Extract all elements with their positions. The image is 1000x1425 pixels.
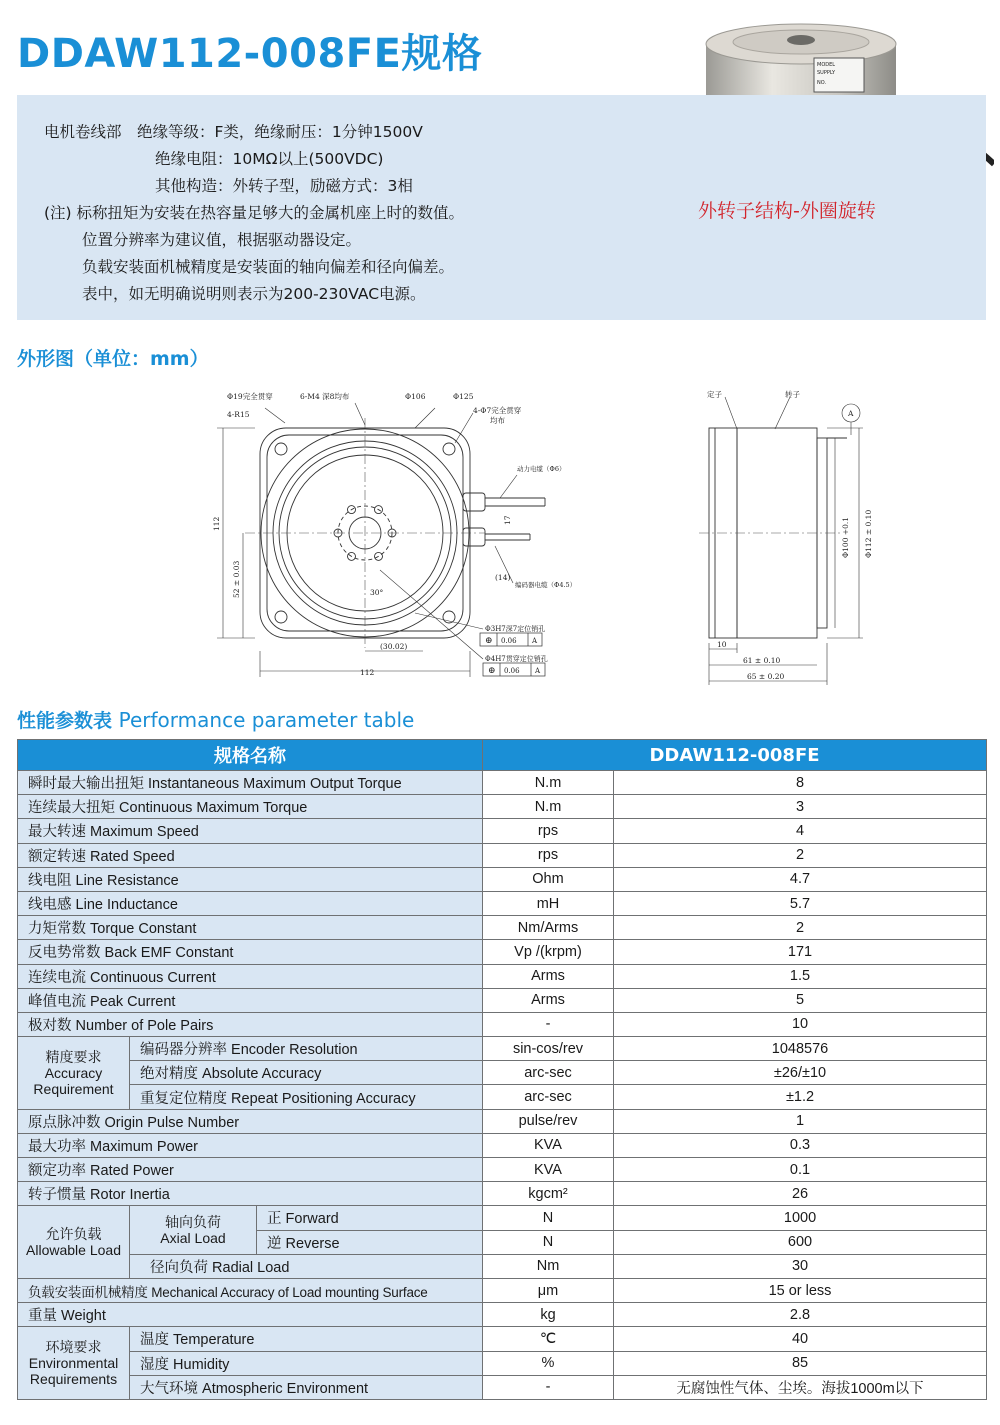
param-unit: μm [483, 1278, 614, 1302]
param-value: ±26/±10 [614, 1061, 987, 1085]
label-d106: Φ106 [405, 392, 426, 401]
param-name: 正 Forward [257, 1206, 483, 1230]
label-stator: 定子 [707, 390, 722, 399]
param-unit: pulse/rev [483, 1109, 614, 1133]
table-row [18, 1158, 987, 1182]
table-row [18, 1085, 987, 1109]
note-insulation-class: 电机卷线部 绝缘等级：F类，绝缘耐压：1分钟1500V [44, 123, 423, 141]
param-value: 5.7 [614, 891, 987, 915]
table-row [18, 1206, 987, 1230]
axial-load-label [130, 1206, 257, 1254]
param-name: 额定转速 Rated Speed [18, 843, 483, 867]
param-unit: Arms [483, 964, 614, 988]
performance-table [17, 739, 987, 1400]
param-unit: arc-sec [483, 1061, 614, 1085]
side-view-drawing [695, 383, 895, 688]
param-unit: ℃ [483, 1327, 614, 1351]
param-unit: KVA [483, 1158, 614, 1182]
table-row [18, 1037, 987, 1061]
label-mount-holes-uniform: 均布 [490, 416, 505, 425]
param-name: 线电阻 Line Resistance [18, 867, 483, 891]
table-row [18, 1012, 987, 1036]
table-header-row [18, 740, 987, 771]
accuracy-group-en1: Accuracy [44, 1064, 103, 1081]
param-value: 2.8 [614, 1303, 987, 1327]
table-row [18, 867, 987, 891]
accuracy-group-label [18, 1037, 130, 1110]
param-value: 5 [614, 988, 987, 1012]
param-name: 线电感 Line Inductance [18, 891, 483, 915]
table-row [18, 795, 987, 819]
param-unit: - [483, 1375, 614, 1399]
col-model: DDAW112-008FE [483, 740, 987, 771]
label-r15: 4-R15 [227, 410, 250, 419]
param-name: 转子惯量 Rotor Inertia [18, 1182, 483, 1206]
param-unit: N [483, 1206, 614, 1230]
label-d112: Φ112 ± 0.10 [864, 509, 873, 558]
label-datum-a: A [848, 409, 854, 418]
param-unit: Vp /(krpm) [483, 940, 614, 964]
env-group-cn: 环境要求 [45, 1339, 102, 1356]
param-name: 原点脉冲数 Origin Pulse Number [18, 1109, 483, 1133]
label-pin-hole-2: Φ4H7贯穿定位销孔 [485, 655, 548, 663]
param-unit: KVA [483, 1133, 614, 1157]
perf-heading-en: Performance parameter table [118, 708, 415, 732]
label-height-112: 112 [212, 516, 221, 531]
param-unit: kgcm² [483, 1182, 614, 1206]
param-value: 30 [614, 1254, 987, 1278]
label-datum-1: A [532, 637, 538, 645]
table-row [18, 940, 987, 964]
label-width-112: 112 [360, 668, 375, 677]
param-unit: sin-cos/rev [483, 1037, 614, 1061]
label-d125: Φ125 [453, 392, 474, 401]
param-unit: Nm/Arms [483, 916, 614, 940]
param-unit: mH [483, 891, 614, 915]
param-name: 连续最大扭矩 Continuous Maximum Torque [18, 795, 483, 819]
param-unit: N.m [483, 771, 614, 795]
table-row [18, 1133, 987, 1157]
note-construction: 其他构造：外转子型，励磁方式：3相 [155, 177, 413, 195]
label-encoder-cable: 编码器电缆（Φ4.5） [515, 581, 577, 589]
table-row [18, 843, 987, 867]
table-row [18, 964, 987, 988]
param-value: 无腐蚀性气体、尘埃。海拔1000m以下 [614, 1375, 987, 1399]
param-name: 瞬时最大输出扭矩 Instantaneous Maximum Output Torque [18, 771, 483, 795]
param-name: 峰值电流 Peak Current [18, 988, 483, 1012]
param-name: 逆 Reverse [257, 1230, 483, 1254]
table-row [18, 1254, 987, 1278]
axial-load-cn: 轴向负荷 [165, 1214, 221, 1231]
param-value: 2 [614, 843, 987, 867]
note-rated-torque: (注) 标称扭矩为安装在热容量足够大的金属机座上时的数值。 [44, 204, 465, 222]
table-row [18, 1351, 987, 1375]
param-name: 湿度 Humidity [130, 1351, 483, 1375]
param-name: 最大转速 Maximum Speed [18, 819, 483, 843]
table-row [18, 1109, 987, 1133]
label-length-65: 65 ± 0.20 [747, 672, 785, 681]
label-cable-offset-14: (14) [495, 573, 511, 582]
param-unit: - [483, 1012, 614, 1036]
env-group-en1: Environmental [28, 1355, 119, 1372]
photo-label-model: MODEL [817, 62, 836, 68]
param-value: 0.3 [614, 1133, 987, 1157]
param-value: 0.1 [614, 1158, 987, 1182]
perf-heading [17, 706, 414, 733]
photo-label-no: NO. [817, 80, 827, 86]
table-row [18, 916, 987, 940]
param-unit: Nm [483, 1254, 614, 1278]
label-tolerance-1: 0.06 [501, 637, 517, 645]
param-value: 1 [614, 1109, 987, 1133]
svg-text:⊕: ⊕ [488, 666, 496, 676]
param-name: 重复定位精度 Repeat Positioning Accuracy [130, 1085, 483, 1109]
table-row [18, 819, 987, 843]
param-name: 最大功率 Maximum Power [18, 1133, 483, 1157]
label-d100: Φ100 +0.1 [841, 516, 850, 558]
table-row [18, 1278, 987, 1302]
param-unit: N.m [483, 795, 614, 819]
param-value: 85 [614, 1351, 987, 1375]
note-power-supply: 表中，如无明确说明则表示为200-230VAC电源。 [82, 285, 426, 303]
table-row [18, 988, 987, 1012]
param-unit: rps [483, 843, 614, 867]
param-value: 4.7 [614, 867, 987, 891]
feature-caption: 外转子结构-外圈旋转 [698, 200, 876, 222]
env-group-label [18, 1327, 130, 1400]
outline-heading: 外形图（单位：mm） [17, 348, 209, 370]
label-offset-30: (30.02) [380, 642, 408, 651]
param-name: 大气环境 Atmospheric Environment [130, 1375, 483, 1399]
label-through-hole: Φ19完全贯穿 [227, 392, 273, 401]
param-value: 26 [614, 1182, 987, 1206]
param-value: 8 [614, 771, 987, 795]
table-row [18, 1061, 987, 1085]
param-unit: rps [483, 819, 614, 843]
param-name: 绝对精度 Absolute Accuracy [130, 1061, 483, 1085]
param-name: 反电势常数 Back EMF Constant [18, 940, 483, 964]
label-angle-30: 30° [370, 588, 384, 597]
param-value: ±1.2 [614, 1085, 987, 1109]
param-unit: Ohm [483, 867, 614, 891]
param-name: 编码器分辨率 Encoder Resolution [130, 1037, 483, 1061]
param-value: 1000 [614, 1206, 987, 1230]
param-unit: N [483, 1230, 614, 1254]
svg-text:⊕: ⊕ [485, 636, 493, 646]
param-name: 温度 Temperature [130, 1327, 483, 1351]
photo-label-supply: SUPPLY [817, 70, 836, 76]
load-group-label [18, 1206, 130, 1279]
table-row [18, 891, 987, 915]
label-tapped-holes: 6-M4 深8均布 [300, 392, 350, 401]
param-unit: Arms [483, 988, 614, 1012]
param-unit: arc-sec [483, 1085, 614, 1109]
label-cable-pitch-17: 17 [503, 515, 512, 525]
label-length-10: 10 [717, 640, 727, 649]
table-row [18, 1182, 987, 1206]
env-group-en2: Requirements [29, 1371, 118, 1388]
table-row [18, 1303, 987, 1327]
param-name: 负载安装面机械精度 Mechanical Accuracy of Load mounting Surface [18, 1278, 483, 1302]
axial-load-en: Axial Load [160, 1230, 226, 1247]
load-group-cn: 允许负载 [45, 1226, 102, 1243]
table-row [18, 771, 987, 795]
label-tolerance-2: 0.06 [504, 667, 520, 675]
param-value: 1048576 [614, 1037, 987, 1061]
accuracy-group-en2: Requirement [33, 1080, 114, 1097]
param-name: 额定功率 Rated Power [18, 1158, 483, 1182]
label-rotor: 转子 [785, 390, 800, 399]
table-row [18, 1375, 987, 1399]
param-value: 3 [614, 795, 987, 819]
param-unit: % [483, 1351, 614, 1375]
perf-heading-cn: 性能参数表 [17, 710, 113, 732]
param-name: 连续电流 Continuous Current [18, 964, 483, 988]
label-offset-52: 52 ± 0.03 [232, 560, 241, 598]
param-value: 10 [614, 1012, 987, 1036]
param-value: 4 [614, 819, 987, 843]
table-row [18, 1327, 987, 1351]
param-value: 600 [614, 1230, 987, 1254]
label-datum-2: A [535, 667, 541, 675]
note-insulation-resistance: 绝缘电阻：10MΩ以上(500VDC) [155, 150, 384, 168]
param-name: 力矩常数 Torque Constant [18, 916, 483, 940]
label-power-cable: 动力电缆（Φ6） [517, 465, 566, 473]
param-value: 15 or less [614, 1278, 987, 1302]
load-group-en: Allowable Load [26, 1242, 121, 1259]
label-pin-hole-1: Φ3H7深7定位销孔 [485, 625, 546, 633]
param-value: 1.5 [614, 964, 987, 988]
label-length-61: 61 ± 0.10 [743, 656, 781, 665]
accuracy-group-cn: 精度要求 [45, 1048, 102, 1065]
page-title: DDAW112-008FE规格 [17, 31, 483, 77]
col-spec-name: 规格名称 [18, 740, 483, 771]
param-name: 重量 Weight [18, 1303, 483, 1327]
param-name: 极对数 Number of Pole Pairs [18, 1012, 483, 1036]
front-view-drawing [205, 383, 605, 688]
note-mount-accuracy: 负载安装面机械精度是安装面的轴向偏差和径向偏差。 [82, 258, 455, 276]
param-name: 径向负荷 Radial Load [130, 1254, 483, 1278]
param-unit: kg [483, 1303, 614, 1327]
note-resolution: 位置分辨率为建议值，根据驱动器设定。 [82, 231, 362, 249]
param-value: 40 [614, 1327, 987, 1351]
param-value: 2 [614, 916, 987, 940]
param-value: 171 [614, 940, 987, 964]
label-mount-holes: 4-Φ7完全贯穿 [473, 406, 522, 415]
